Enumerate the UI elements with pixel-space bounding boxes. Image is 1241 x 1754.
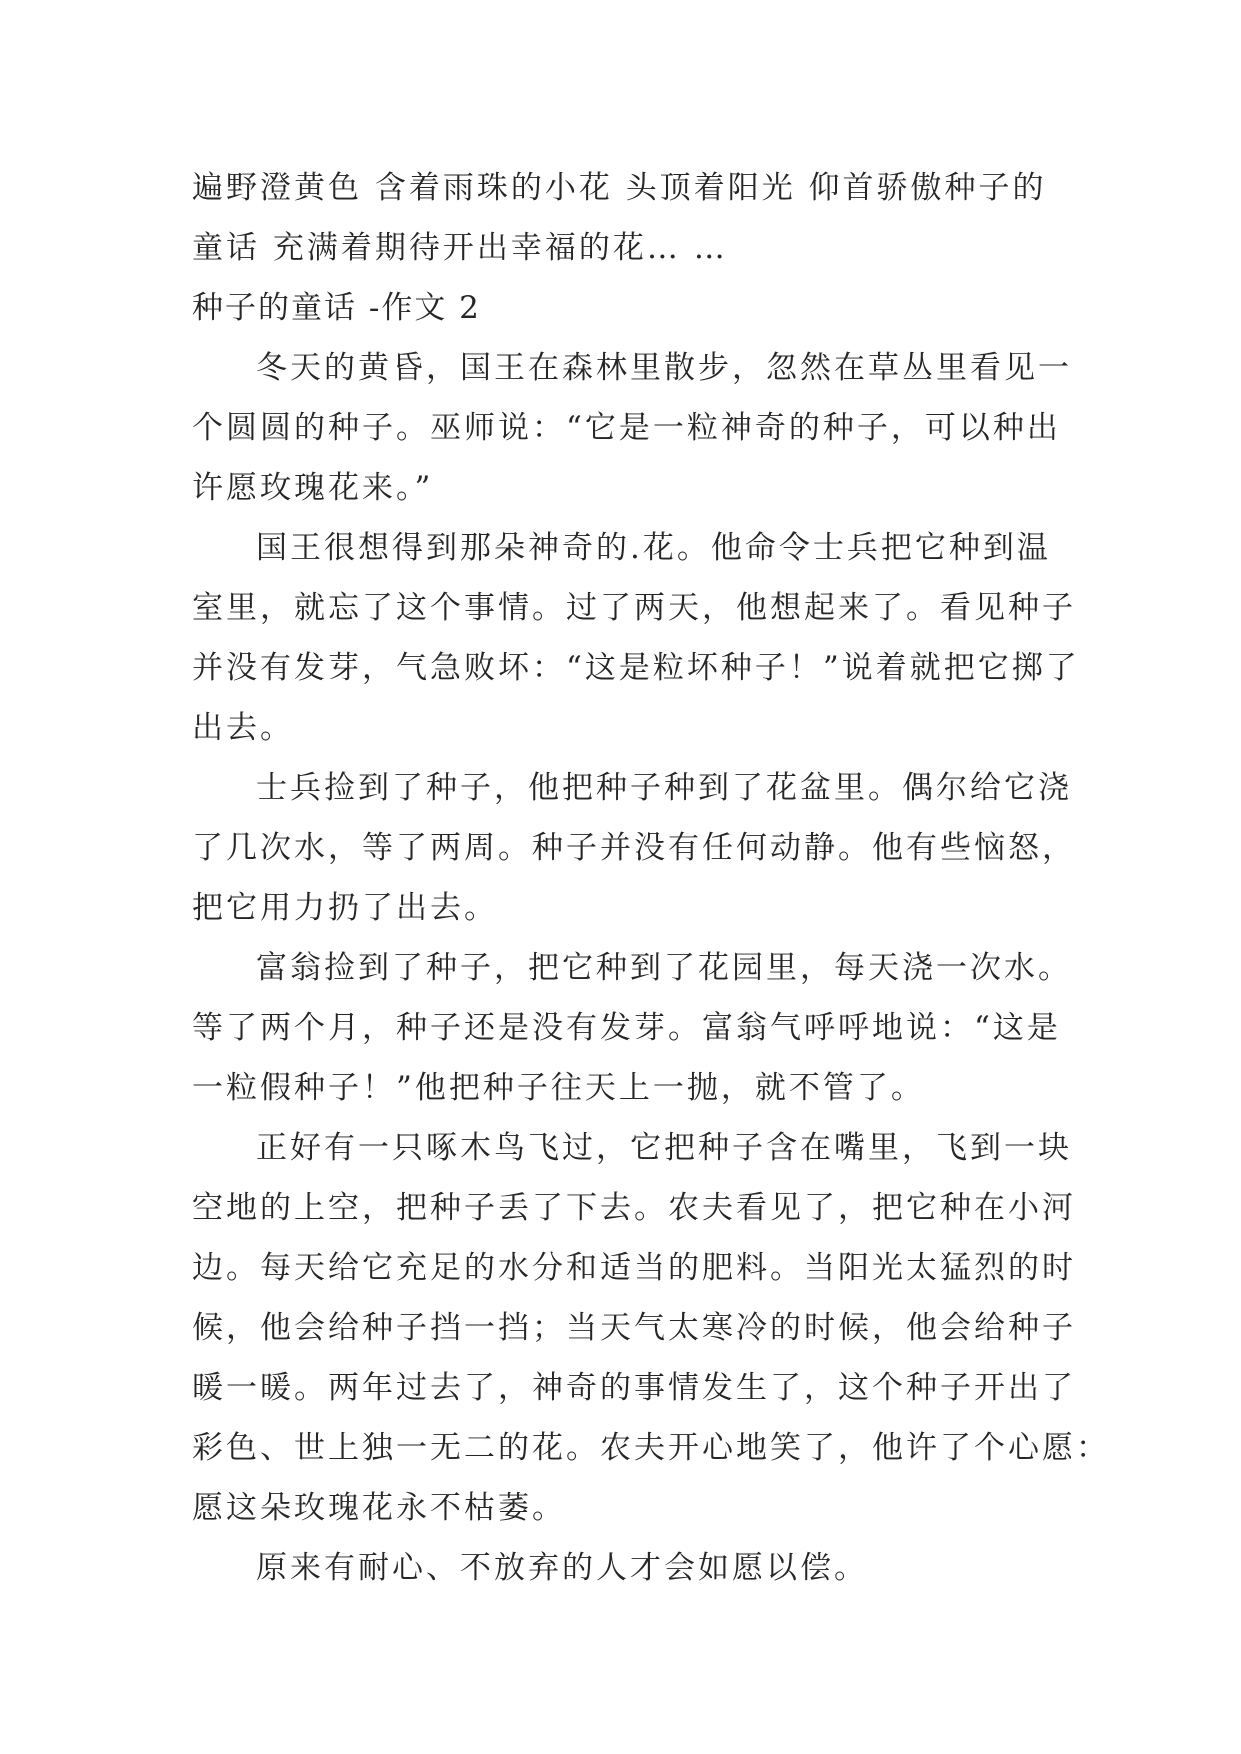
intro-paragraph [192,158,1072,278]
text-line: 候，他会给种子挡一挡；当天气太寒冷的时候，他会给种子 [192,1310,1076,1346]
paragraph [192,338,1072,518]
text-line: 等了两个月，种子还是没有发芽。富翁气呼呼地说：“这是 [192,1010,1061,1046]
text-line: 愿这朵玫瑰花永不枯萎。 [192,1490,566,1526]
text-line: 一粒假种子！”他把种子往天上一抛，就不管了。 [192,1070,925,1106]
paragraph [192,518,1080,758]
text-line: 室里，就忘了这个事情。过了两天，他想起来了。看见种子 [192,590,1076,626]
text-line: 并没有发芽，气急败坏：“这是粒坏种子！”说着就把它掷了 [192,650,1080,686]
text-line: 国王很想得到那朵神奇的.花。他命令士兵把它种到温 [256,530,1051,566]
text-line: 了几次水，等了两周。种子并没有任何动静。他有些恼怒， [192,830,1076,866]
text-line: 个圆圆的种子。巫师说：“它是一粒神奇的种子，可以种出 [192,410,1061,446]
text-line: 空地的上空，把种子丢了下去。农夫看见了，把它种在小河 [192,1190,1076,1226]
text-line: 童话 充满着期待开出幸福的花… … [192,230,728,266]
text-line: 许愿玫瑰花来。” [192,470,434,506]
text-line: 暖一暖。两年过去了，神奇的事情发生了，这个种子开出了 [192,1370,1076,1406]
text-line: 冬天的黄昏，国王在森林里散步，忽然在草丛里看见一 [256,350,1072,386]
document-body [192,158,1110,1598]
paragraph [192,758,1076,938]
paragraph [192,1538,1072,1598]
paragraph [192,1118,1110,1538]
paragraph [192,938,1072,1118]
text-line: 彩色、世上独一无二的花。农夫开心地笑了，他许了个心愿： [192,1430,1110,1466]
text-line: 边。每天给它充足的水分和适当的肥料。当阳光太猛烈的时 [192,1250,1076,1286]
text-line: 士兵捡到了种子，他把种子种到了花盆里。偶尔给它浇 [256,770,1072,806]
text-line: 出去。 [192,710,294,746]
section-title: 种子的童话 -作文 2 [192,290,481,326]
text-line: 把它用力扔了出去。 [192,890,498,926]
text-line: 遍野澄黄色 含着雨珠的小花 头顶着阳光 仰首骄傲种子的 [192,170,1047,206]
text-line: 富翁捡到了种子，把它种到了花园里，每天浇一次水。 [256,950,1072,986]
text-line: 正好有一只啄木鸟飞过，它把种子含在嘴里，飞到一块 [256,1130,1072,1166]
text-line: 原来有耐心、不放弃的人才会如愿以偿。 [256,1550,868,1586]
